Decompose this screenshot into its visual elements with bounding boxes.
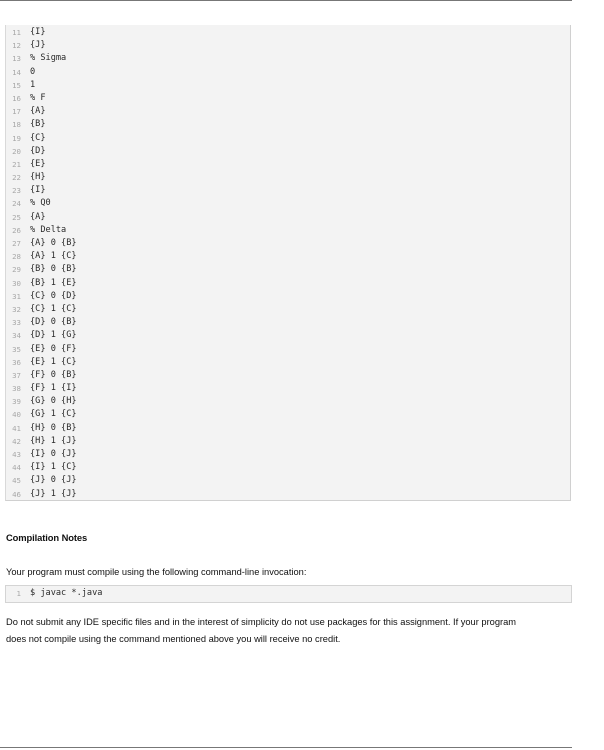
submission-note-line-1: Do not submit any IDE specific files and in the interest of simplicity do not use packages for this assignment. If your program bbox=[6, 617, 517, 627]
line-number: 30 bbox=[12, 278, 21, 288]
top-page-rule bbox=[0, 0, 572, 1]
code-line bbox=[6, 277, 77, 290]
code-text: % Delta bbox=[30, 224, 67, 235]
compile-intro-text: Your program must compile using the following command-line invocation: bbox=[6, 567, 307, 577]
code-line bbox=[6, 395, 77, 408]
code-line bbox=[6, 184, 77, 197]
line-number: 46 bbox=[12, 489, 21, 499]
code-text: {H} bbox=[30, 172, 46, 183]
code-text: {H} 1 {J} bbox=[30, 435, 77, 446]
code-text: {I} bbox=[30, 185, 46, 196]
code-line bbox=[6, 290, 77, 303]
line-number: 40 bbox=[12, 410, 21, 420]
line-number: 36 bbox=[12, 357, 21, 367]
line-number: 44 bbox=[12, 463, 21, 473]
code-line bbox=[6, 474, 77, 487]
code-line bbox=[6, 39, 77, 52]
code-line bbox=[6, 118, 77, 131]
line-number: 22 bbox=[12, 173, 21, 183]
line-number: 20 bbox=[12, 146, 21, 156]
line-number: 14 bbox=[12, 67, 21, 77]
line-number: 19 bbox=[12, 133, 21, 143]
code-text: {D} 1 {G} bbox=[30, 330, 77, 341]
code-line bbox=[6, 79, 77, 92]
code-line bbox=[6, 488, 77, 501]
code-line bbox=[6, 66, 77, 79]
line-number: 12 bbox=[12, 41, 21, 51]
code-line bbox=[6, 303, 77, 316]
code-text: {A} 0 {B} bbox=[30, 238, 77, 248]
code-line bbox=[6, 329, 77, 342]
code-line bbox=[6, 263, 77, 276]
code-text: {G} 1 {C} bbox=[30, 409, 77, 420]
code-text: {B} bbox=[30, 119, 46, 130]
submission-note-line-2: does not compile using the command mentioned above you will receive no credit. bbox=[6, 634, 341, 644]
code-text: {J} bbox=[30, 40, 46, 51]
code-line bbox=[6, 356, 77, 369]
line-number: 15 bbox=[12, 80, 21, 90]
code-text: {C} 0 {D} bbox=[30, 290, 77, 301]
line-number: 23 bbox=[12, 186, 21, 196]
line-number: 27 bbox=[12, 239, 21, 248]
code-listing bbox=[5, 25, 571, 501]
compilation-notes-heading: Compilation Notes bbox=[6, 532, 88, 543]
submission-note bbox=[6, 614, 576, 648]
line-number: 13 bbox=[12, 54, 21, 64]
line-number: 16 bbox=[12, 93, 21, 103]
line-number: 17 bbox=[12, 107, 21, 117]
code-text: {E} bbox=[30, 158, 46, 169]
code-text: {I} bbox=[30, 27, 46, 37]
code-line bbox=[6, 237, 77, 250]
code-line bbox=[6, 211, 77, 224]
line-number: 21 bbox=[12, 159, 21, 169]
code-line bbox=[6, 52, 77, 65]
line-number: 24 bbox=[12, 199, 21, 209]
code-text: % Q0 bbox=[30, 198, 51, 209]
code-text: {F} 1 {I} bbox=[30, 383, 77, 394]
line-number: 42 bbox=[12, 436, 21, 446]
line-number: 37 bbox=[12, 370, 21, 380]
line-number: 31 bbox=[12, 291, 21, 301]
code-text: 0 bbox=[30, 66, 36, 77]
code-text: {A} bbox=[30, 211, 46, 222]
code-text: {J} 0 {J} bbox=[30, 475, 77, 486]
line-number: 32 bbox=[12, 304, 21, 314]
line-number: 34 bbox=[12, 331, 21, 341]
code-line bbox=[6, 422, 77, 435]
code-line bbox=[6, 382, 77, 395]
code-line bbox=[6, 92, 77, 105]
line-number: 11 bbox=[12, 28, 21, 37]
code-line bbox=[6, 145, 77, 158]
code-lines bbox=[6, 26, 77, 501]
code-text: {H} 0 {B} bbox=[30, 422, 77, 433]
code-text: 1 bbox=[30, 79, 36, 90]
code-line bbox=[6, 343, 77, 356]
line-number: 45 bbox=[12, 476, 21, 486]
bottom-page-rule bbox=[0, 747, 572, 748]
code-line bbox=[6, 224, 77, 237]
code-text: {E} 0 {F} bbox=[30, 343, 77, 354]
code-text: {B} 0 {B} bbox=[30, 264, 77, 275]
code-text: {D} 0 {B} bbox=[30, 317, 77, 328]
code-line bbox=[6, 26, 77, 39]
code-line bbox=[6, 132, 77, 145]
code-line bbox=[6, 369, 77, 382]
line-number: 29 bbox=[12, 265, 21, 275]
code-text: {A} 1 {C} bbox=[30, 251, 77, 262]
code-line bbox=[6, 158, 77, 171]
line-number: 41 bbox=[12, 423, 21, 433]
code-text: % Sigma bbox=[30, 53, 67, 64]
code-text: {C} 1 {C} bbox=[30, 303, 77, 314]
line-number: 18 bbox=[12, 120, 21, 130]
line-number: 28 bbox=[12, 252, 21, 262]
code-text: {E} 1 {C} bbox=[30, 356, 77, 367]
code-line bbox=[6, 408, 77, 421]
code-text: {I} 1 {C} bbox=[30, 462, 77, 473]
code-text: {C} bbox=[30, 132, 46, 143]
line-number: 38 bbox=[12, 384, 21, 394]
code-line bbox=[6, 105, 77, 118]
code-line bbox=[6, 316, 77, 329]
line-number: 1 bbox=[16, 589, 21, 598]
code-line bbox=[6, 197, 77, 210]
code-text: {A} bbox=[30, 106, 46, 117]
line-number: 43 bbox=[12, 450, 21, 459]
line-number: 25 bbox=[12, 212, 21, 222]
line-number: 26 bbox=[12, 225, 21, 235]
code-text: {F} 0 {B} bbox=[30, 369, 77, 380]
command-text: $ javac *.java bbox=[30, 588, 103, 598]
code-text: {D} bbox=[30, 145, 46, 156]
code-line bbox=[6, 461, 77, 474]
code-text: {G} 0 {H} bbox=[30, 396, 77, 407]
code-text: {I} 0 {J} bbox=[30, 449, 77, 459]
code-text: % F bbox=[30, 92, 46, 103]
line-number: 35 bbox=[12, 344, 21, 354]
code-text: {B} 1 {E} bbox=[30, 277, 77, 288]
command-code-block bbox=[5, 585, 572, 603]
code-line bbox=[6, 435, 77, 448]
code-text: {J} 1 {J} bbox=[30, 488, 77, 499]
code-line bbox=[6, 250, 77, 263]
line-number: 39 bbox=[12, 397, 21, 407]
line-number: 33 bbox=[12, 318, 21, 328]
code-line bbox=[6, 448, 77, 461]
code-line bbox=[6, 171, 77, 184]
